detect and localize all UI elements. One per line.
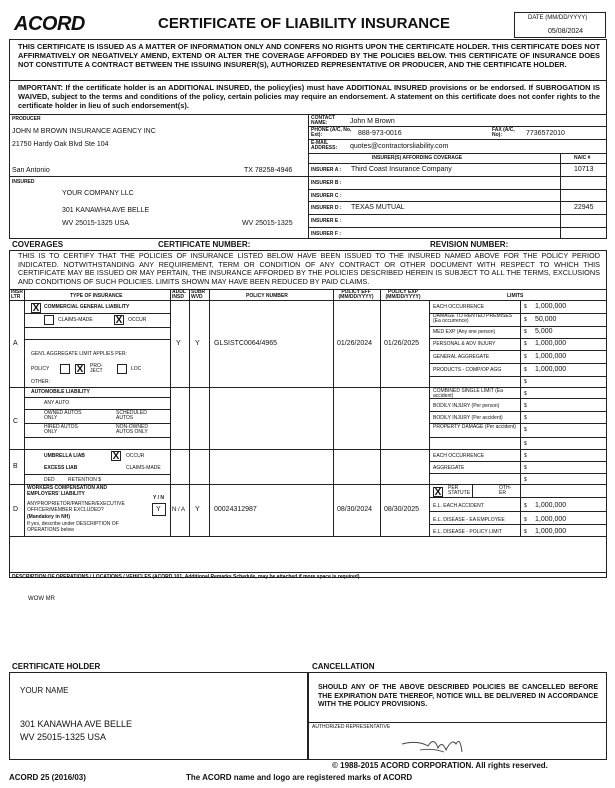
contact-name-label: CONTACT NAME:	[311, 115, 336, 126]
coverages-text: THIS IS TO CERTIFY THAT THE POLICIES OF INSURANCE LISTED BELOW HAVE BEEN ISSUED TO THE INSURED NAMED ABOVE FOR THE POLICY PERIOD INDICATED. NOTWITHSTANDING ANY REQUIREMENT, TERM OR CONDITION OF ANY CONTRACT OR OTHER DOCUMENT WITH RESPECT TO WHICH THIS CERTIFICATE MAY BE ISSUED OR MAY PERTAIN, THE INSURANCE AFFORDED BY THE POLICIES DESCRIBED HEREIN IS SUBJECT TO ALL THE TERMS, EXCLUSIONS AND CONDITIONS OF SUCH POLICIES. LIMITS SHOWN MAY HAVE BEEN REDUCED BY PAID CLAIMS.	[18, 251, 600, 286]
important-text: IMPORTANT: If the certificate holder is an ADDITIONAL INSURED, the policy(ies) must have ADDITIONAL INSURED provisions or be endorsed. If SUBROGATION IS WAIVED, subject to the terms and conditions of the policy, certain policies may require an endorsement. A statement on this certificate does not confer rights to the certificate holder in lieu of such endorsement(s).	[18, 83, 600, 110]
copyright-text: © 1988-2015 ACORD CORPORATION. All rights reserved.	[332, 761, 548, 770]
$: $	[524, 379, 527, 385]
$: $	[524, 441, 527, 447]
gl-limit-value: 1,000,000	[535, 340, 567, 347]
holder-address: 301 KANAWHA AVE BELLE	[20, 719, 133, 729]
page-title: CERTIFICATE OF LIABILITY INSURANCE	[158, 15, 450, 32]
wc-mandatory: (Mandatory in NH)	[27, 514, 71, 520]
insurer-e-label: INSURER E :	[311, 218, 342, 224]
insurer-f-label: INSURER F :	[311, 231, 341, 237]
owned-autos-label: OWNED AUTOS ONLY	[44, 410, 82, 421]
date-value: 05/08/2024	[548, 28, 584, 35]
$: $	[524, 477, 527, 483]
$: $	[524, 329, 527, 335]
gl-limit-label: DAMAGE TO RENTED PREMISES (Ea occurrence)	[433, 313, 512, 324]
wc-answer: Y	[156, 506, 161, 513]
wc-ltr: D	[13, 506, 19, 513]
insured-city: WV 25015-1325 USA	[62, 220, 129, 227]
naic-label: NAIC #	[574, 155, 591, 161]
other-label: OTHER:	[31, 379, 50, 385]
gl-title: COMMERCIAL GENERAL LIABILITY	[44, 304, 130, 310]
wc-limit-value: 1,000,000	[535, 528, 567, 535]
email-value: quotes@contractorsliability.com	[350, 143, 449, 150]
$: $	[524, 403, 527, 409]
insured-city-right: WV 25015-1325	[242, 220, 293, 227]
fax-label: FAX (A/C, No):	[492, 127, 515, 138]
gl-limit-label: PRODUCTS - COMP/OP AGG	[433, 367, 502, 373]
insured-address: 301 KANAWHA AVE BELLE	[62, 207, 150, 214]
scheduled-autos-label: SCHEDULED AUTOS	[116, 410, 147, 421]
col-subr: SUBR WVD	[191, 289, 206, 300]
gl-ltr: A	[13, 340, 18, 347]
$: $	[524, 427, 527, 433]
email-label: E-MAIL ADDRESS:	[311, 140, 338, 151]
insurers-heading: INSURER(S) AFFORDING COVERAGE	[372, 155, 463, 161]
col-ltr: INSR LTR	[11, 289, 23, 300]
occur-label: OCCUR	[128, 317, 147, 323]
insurer-a-naic: 10713	[574, 166, 594, 173]
$: $	[524, 415, 527, 421]
policy-label: POLICY	[31, 366, 50, 372]
$: $	[524, 354, 527, 360]
col-type: TYPE OF INSURANCE	[70, 293, 123, 299]
gl-exp: 01/26/2025	[384, 340, 420, 347]
excess-label: EXCESS LIAB	[44, 465, 78, 471]
yn-label: Y / N	[153, 495, 165, 501]
insurer-a-name: Third Coast Insurance Company	[351, 166, 452, 173]
auto-ltr: C	[13, 418, 19, 425]
per-statute-label: PER STATUTE	[448, 485, 471, 496]
occur-checkbox[interactable]: X	[115, 315, 123, 326]
fax-value: 7736572010	[526, 130, 565, 137]
$: $	[524, 341, 527, 347]
holder-city: WV 25015-1325 USA	[20, 732, 107, 742]
wc-limit-label: E.L. EACH ACCIDENT	[433, 503, 484, 509]
gl-subr: Y	[195, 340, 200, 347]
coverages-label: COVERAGES	[12, 240, 64, 249]
description-text: WOW MR	[28, 596, 55, 602]
certificate-number-label: CERTIFICATE NUMBER:	[158, 240, 251, 249]
form-number: ACORD 25 (2016/03)	[9, 773, 86, 782]
insurer-c-label: INSURER C :	[311, 193, 342, 199]
signature-image	[398, 730, 468, 756]
umb-occur-label: OCCUR	[126, 453, 145, 459]
claims-made-label: CLAIMS-MADE	[58, 317, 93, 323]
gl-limit-label: EACH OCCURRENCE	[433, 304, 485, 310]
agg-applies-label: GEN'L AGGREGATE LIMIT APPLIES PER:	[31, 351, 127, 357]
holder-label: CERTIFICATE HOLDER	[12, 662, 101, 671]
date-label: DATE (MM/DD/YYYY)	[528, 15, 588, 21]
wc-limit-value: 1,000,000	[535, 516, 567, 523]
gl-policy-number: GLSISTC0064/4965	[214, 340, 278, 347]
retention-label: RETENTION $	[68, 477, 102, 483]
auto-title: AUTOMOBILE LIABILITY	[31, 389, 90, 395]
project-label: PRO-JECT	[90, 363, 103, 374]
umbrella-label: UMBRELLA LIAB	[44, 453, 85, 459]
non-owned-autos-label: NON-OWNED AUTOS ONLY	[116, 424, 148, 435]
$: $	[524, 503, 527, 509]
insurer-d-label: INSURER D :	[311, 205, 342, 211]
wc-eff: 08/30/2024	[337, 506, 373, 513]
gl-limit-label: MED EXP (Any one person)	[433, 329, 496, 335]
wc-exp: 08/30/2025	[384, 506, 420, 513]
insurer-b-label: INSURER B :	[311, 180, 342, 186]
hired-autos-label: HIRED AUTOS ONLY	[44, 424, 78, 435]
auto-limit-label: BODILY INJURY (Per accident)	[433, 415, 503, 421]
col-policy: POLICY NUMBER	[246, 293, 288, 299]
cancellation-label: CANCELLATION	[312, 662, 375, 671]
$: $	[524, 517, 527, 523]
wc-limit-value: 1,000,000	[535, 502, 567, 509]
contact-name: John M Brown	[350, 118, 395, 125]
trademark-text: The ACORD name and logo are registered marks of ACORD	[186, 773, 413, 782]
gl-addl: Y	[176, 340, 181, 347]
insured-name: YOUR COMPANY LLC	[62, 190, 134, 197]
loc-checkbox[interactable]	[117, 364, 127, 374]
col-addl: ADDL INSD	[172, 289, 186, 300]
cancellation-text: SHOULD ANY OF THE ABOVE DESCRIBED POLICIES BE CANCELLED BEFORE THE EXPIRATION DATE THEREOF, NOTICE WILL BE DELIVERED IN ACCORDANCE WITH THE POLICY PROVISIONS.	[318, 684, 598, 708]
auto-limit-label: BODILY INJURY (Per person)	[433, 403, 500, 409]
acord-logo: ACORD	[14, 13, 85, 35]
wc-question: ANYPROPRIETOR/PARTNER/EXECUTIVE OFFICER/MEMBER EXCLUDED?	[27, 501, 125, 513]
insured-label: INSURED	[12, 179, 35, 185]
producer-label: PRODUCER	[12, 116, 41, 122]
$: $	[524, 317, 527, 323]
auto-limit-label: PROPERTY DAMAGE (Per accident)	[433, 424, 516, 430]
notice-text: THIS CERTIFICATE IS ISSUED AS A MATTER OF INFORMATION ONLY AND CONFERS NO RIGHTS UPON THE CERTIFICATE HOLDER. THIS CERTIFICATE DOES NOT AFFIRMATIVELY OR NEGATIVELY AMEND, EXTEND OR ALTER THE COVERAGE AFFORDED BY THE POLICIES BELOW. THIS CERTIFICATE OF INSURANCE DOES NOT CONSTITUTE A CONTRACT BETWEEN THE ISSUING INSURER(S), AUTHORIZED REPRESENTATIVE OR PRODUCER, AND THE CERTIFICATE HOLDER.	[18, 42, 600, 69]
col-eff: POLICY EFF (MM/DD/YYYY)	[338, 289, 374, 300]
$: $	[524, 529, 527, 535]
wc-policy-number: 00024312987	[214, 506, 257, 513]
producer-address: 21750 Hardy Oak Blvd Ste 104	[12, 141, 109, 148]
col-limits: LIMITS	[507, 293, 524, 299]
wc-describe: If yes, describe under DESCRIPTION OF OPERATIONS below	[27, 521, 119, 533]
umb-occur-checkbox[interactable]: X	[112, 451, 120, 462]
revision-number-label: REVISION NUMBER:	[430, 240, 509, 249]
description-label: DESCRIPTION OF OPERATIONS / LOCATIONS / VEHICLES (ACORD 101, Additional Remarks Schedule, may be attached if more space is required)	[12, 574, 360, 580]
insurer-d-name: TEXAS MUTUAL	[351, 204, 405, 211]
authorized-rep-label: AUTHORIZED REPRESENTATIVE	[312, 724, 391, 730]
producer-name: JOHN M BROWN INSURANCE AGENCY INC	[12, 128, 156, 135]
umb-limit-label: EACH OCCURRENCE	[433, 453, 485, 459]
claims-made-checkbox[interactable]	[44, 315, 54, 325]
wc-subr: Y	[195, 506, 200, 513]
project-checkbox[interactable]: X	[76, 364, 84, 375]
col-exp: POLICY EXP (MM/DD/YYYY)	[385, 289, 421, 300]
wc-limit-label: E.L. DISEASE - EA EMPLOYEE	[433, 517, 505, 523]
any-auto-label: ANY AUTO	[44, 400, 70, 406]
holder-name: YOUR NAME	[20, 686, 69, 695]
wc-title: WORKERS COMPENSATION AND EMPLOYERS' LIABILITY	[27, 485, 107, 497]
gl-limit-label: GENERAL AGGREGATE	[433, 354, 490, 360]
gl-limit-value: 1,000,000	[535, 353, 567, 360]
umb-limit-label: AGGREGATE	[433, 465, 465, 471]
oth-er-label: OTH-ER	[499, 485, 512, 496]
gl-limit-value: 5,000	[535, 328, 553, 335]
gl-eff: 01/26/2024	[337, 340, 373, 347]
$: $	[524, 391, 527, 397]
ded-label: DED	[44, 477, 55, 483]
insurer-d-naic: 22945	[574, 204, 594, 211]
$: $	[524, 304, 527, 310]
umb-claims-label: CLAIMS-MADE	[126, 465, 161, 471]
policy-checkbox[interactable]	[60, 364, 70, 374]
producer-city: San Antonio	[12, 167, 50, 174]
wc-na: N / A	[172, 507, 186, 513]
$: $	[524, 453, 527, 459]
phone-label: PHONE (A/C, No, Ext):	[311, 127, 352, 138]
gl-limit-value: 50,000	[535, 316, 557, 323]
wc-limit-label: E.L. DISEASE - POLICY LIMIT	[433, 529, 502, 535]
gl-limit-label: PERSONAL & ADV INJURY	[433, 341, 496, 347]
loc-label: LOC	[131, 366, 142, 372]
gl-checkbox[interactable]: X	[32, 303, 40, 314]
$: $	[524, 367, 527, 373]
producer-state-zip: TX 78258-4946	[244, 167, 293, 174]
gl-limit-value: 1,000,000	[535, 366, 567, 373]
gl-limit-value: 1,000,000	[535, 303, 567, 310]
phone-value: 888-973-0016	[358, 130, 402, 137]
per-statute-checkbox[interactable]: X	[434, 487, 442, 498]
$: $	[524, 465, 527, 471]
insurer-a-label: INSURER A :	[311, 167, 342, 173]
auto-limit-label: COMBINED SINGLE LIMIT (Ea accident)	[433, 388, 503, 399]
umb-ltr: B	[13, 463, 18, 470]
